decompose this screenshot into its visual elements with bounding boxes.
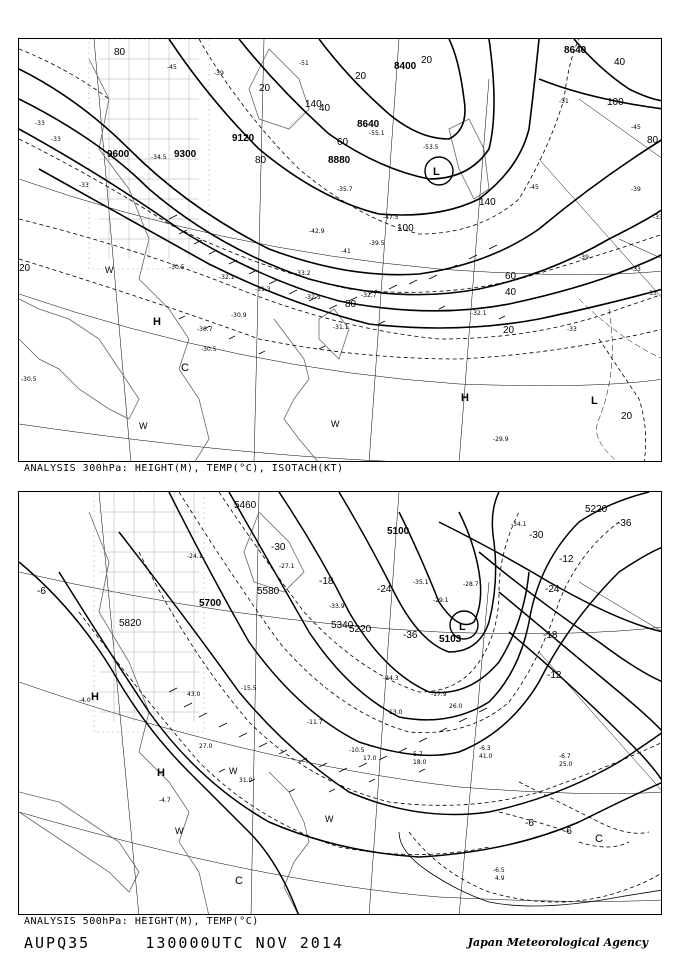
isotach-label: 20 <box>621 411 633 422</box>
temp-label: -32.1 <box>471 310 487 317</box>
pressure-center-cold: C <box>181 362 189 374</box>
station-value: 25.0 <box>559 761 573 768</box>
isotach-label: 80 <box>345 299 357 310</box>
isotachs-top <box>579 299 662 462</box>
temp-label: -31.3 <box>255 286 271 293</box>
station-value: 26.0 <box>449 703 463 710</box>
temp-label: -39 <box>214 70 224 77</box>
temp-label: -33 <box>51 136 61 143</box>
isotach-label: 20 <box>355 71 367 82</box>
station-value: -4.7 <box>159 797 171 804</box>
caption-500hpa: ANALYSIS 500hPa: HEIGHT(M), TEMP(°C) <box>24 916 259 927</box>
warm-marker: W <box>139 421 148 431</box>
isotherm-label: -12 <box>559 554 574 565</box>
temp-label: -45 <box>167 64 177 71</box>
isotach-label: 140 <box>305 99 322 110</box>
temp-label: -30.5 <box>201 346 217 353</box>
pressure-center-high: H <box>461 392 469 404</box>
isotach-label: 20 <box>503 325 515 336</box>
isotach-label: 40 <box>505 287 517 298</box>
isotherm-label: -36 <box>617 518 632 529</box>
temp-label: -55.1 <box>369 130 385 137</box>
pressure-center-cold: C <box>235 875 243 887</box>
isotherms-bottom <box>79 492 662 902</box>
temp-label: -39.5 <box>369 240 385 247</box>
station-value: -6.7 <box>559 753 571 760</box>
height-label: 5580 <box>257 586 280 597</box>
agency-name: Japan Meteorological Agency <box>467 936 648 949</box>
isotach-label: 80 <box>114 47 126 58</box>
temp-label: -53.5 <box>423 144 439 151</box>
warm-marker: W <box>175 826 184 836</box>
warm-marker: W <box>105 265 114 275</box>
isotherm-label: -36 <box>403 630 418 641</box>
station-value: -35.1 <box>413 579 429 586</box>
warm-marker: W <box>331 419 340 429</box>
temp-label: -30.7 <box>197 326 213 333</box>
height-label: 8640 <box>357 119 380 130</box>
temp-label: -33.2 <box>295 270 311 277</box>
isotherm-label: -6 <box>37 586 46 597</box>
isotach-label: 20 <box>421 55 433 66</box>
warm-marker: W <box>325 814 334 824</box>
station-value: -6.5 <box>493 867 505 874</box>
station-value: -15.5 <box>241 685 257 692</box>
isotach-label: 80 <box>255 155 267 166</box>
analysis-timestamp: 130000UTC NOV 2014 <box>145 934 344 952</box>
station-value: 43.0 <box>187 691 201 698</box>
temp-label: -41 <box>341 248 351 255</box>
pressure-center-high: H <box>157 767 165 779</box>
coast-solid-bottom <box>399 832 662 906</box>
temp-label: -30.9 <box>231 312 247 319</box>
wind-barbs-top <box>169 215 505 354</box>
map-300hpa <box>19 39 662 462</box>
isotach-label: 100 <box>397 223 414 234</box>
isotherm-label: -18 <box>543 630 558 641</box>
height-label: 8640 <box>564 45 587 56</box>
temp-label: -45 <box>529 184 539 191</box>
temp-label: -39 <box>579 254 589 261</box>
station-value: -4.0 <box>79 697 91 704</box>
pressure-center-low: L <box>591 395 598 407</box>
wind-markers-bottom <box>175 766 334 836</box>
temp-label: -47.5 <box>383 214 399 221</box>
height-label: 5103 <box>439 634 462 645</box>
temp-label: -32.1 <box>219 274 235 281</box>
temp-label: -51 <box>559 98 569 105</box>
isotach-label: 60 <box>505 271 517 282</box>
height-label: 5220 <box>585 504 608 515</box>
station-value: -29.1 <box>433 597 449 604</box>
height-label: 5700 <box>199 598 222 609</box>
warm-marker: W <box>229 766 238 776</box>
temp-label: -33 <box>647 290 657 297</box>
station-value: -6.3 <box>479 745 491 752</box>
station-value: 13.0 <box>389 709 403 716</box>
coastlines-bottom <box>19 512 309 915</box>
chart-300hpa <box>18 38 662 462</box>
caption-300hpa: ANALYSIS 300hPa: HEIGHT(M), TEMP(°C), ISOTACH(KT) <box>24 463 344 474</box>
isotach-label: 80 <box>647 135 659 146</box>
station-value: 17.0 <box>363 755 377 762</box>
pressure-center-cold: C <box>595 833 603 845</box>
temp-label: -31.1 <box>333 324 349 331</box>
height-label: 9120 <box>232 133 255 144</box>
height-label: 9300 <box>174 149 197 160</box>
pressure-center-high: H <box>153 316 161 328</box>
isotach-label: 40 <box>614 57 626 68</box>
station-value: -17.9 <box>431 691 447 698</box>
isotach-label: 60 <box>337 137 349 148</box>
temp-label: -35.7 <box>337 186 353 193</box>
isotherm-label: -12 <box>547 670 562 681</box>
isotach-label: 140 <box>479 197 496 208</box>
isotherm-label: -30 <box>271 542 286 553</box>
station-value: 4.9 <box>495 875 505 882</box>
isotherm-label: -30 <box>529 530 544 541</box>
isotach-label: 20 <box>259 83 271 94</box>
isotherm-label: -18 <box>319 576 334 587</box>
height-label: 8880 <box>328 155 351 166</box>
chart-id: AUPQ35 <box>24 934 91 952</box>
station-value: -33.9 <box>329 603 345 610</box>
temp-label: -33 <box>79 182 89 189</box>
temp-label: -42.9 <box>309 228 325 235</box>
station-value: -28.7 <box>463 581 479 588</box>
station-value: -11.7 <box>307 719 323 726</box>
coastlines-top <box>19 49 489 462</box>
height-label: 5220 <box>349 624 372 635</box>
temp-label: -32.5 <box>305 294 321 301</box>
temp-label: -45 <box>631 124 641 131</box>
height-label: 5340 <box>331 620 354 631</box>
isotach-label: 100 <box>607 97 624 108</box>
isotherm-label: -6 <box>525 818 534 829</box>
isotach-label: 20 <box>19 263 31 274</box>
station-value: -10.5 <box>349 747 365 754</box>
station-value: -24.3 <box>383 675 399 682</box>
temp-label: -51 <box>299 60 309 67</box>
map-500hpa <box>19 492 662 915</box>
isotach-label: 40 <box>319 103 331 114</box>
temp-label: -33 <box>567 326 577 333</box>
pressure-center-high: H <box>91 691 99 703</box>
temp-label: -30.5 <box>21 376 37 383</box>
height-label: 5100 <box>387 526 410 537</box>
station-value: -34.1 <box>511 521 527 528</box>
temp-label: -33 <box>35 120 45 127</box>
pressure-center-low: L <box>433 166 440 178</box>
temp-label: -32.7 <box>361 292 377 299</box>
isotherm-label: -24 <box>377 584 392 595</box>
height-label: 8400 <box>394 61 417 72</box>
station-value: -27.1 <box>279 563 295 570</box>
temp-label: -33 <box>653 214 663 221</box>
temp-label: -29.9 <box>493 436 509 443</box>
station-value: 27.0 <box>199 743 213 750</box>
height-label: 5460 <box>234 500 257 511</box>
temp-label: -33 <box>631 266 641 273</box>
isotherm-label: -6 <box>563 826 572 837</box>
height-label: 9600 <box>107 149 130 160</box>
station-value: -24.1 <box>187 553 203 560</box>
station-value: -5.7 <box>411 751 423 758</box>
temp-label: -39 <box>631 186 641 193</box>
chart-identifier <box>24 934 344 952</box>
isotherm-label: -24 <box>545 584 560 595</box>
station-value: 18.0 <box>413 759 427 766</box>
temp-label: -34.5 <box>151 154 167 161</box>
station-value: 41.0 <box>479 753 493 760</box>
temp-label: -30.5 <box>169 264 185 271</box>
station-value: 31.0 <box>239 777 253 784</box>
pressure-center-low: L <box>459 621 466 633</box>
height-label: 5820 <box>119 618 142 629</box>
chart-500hpa <box>18 491 662 915</box>
